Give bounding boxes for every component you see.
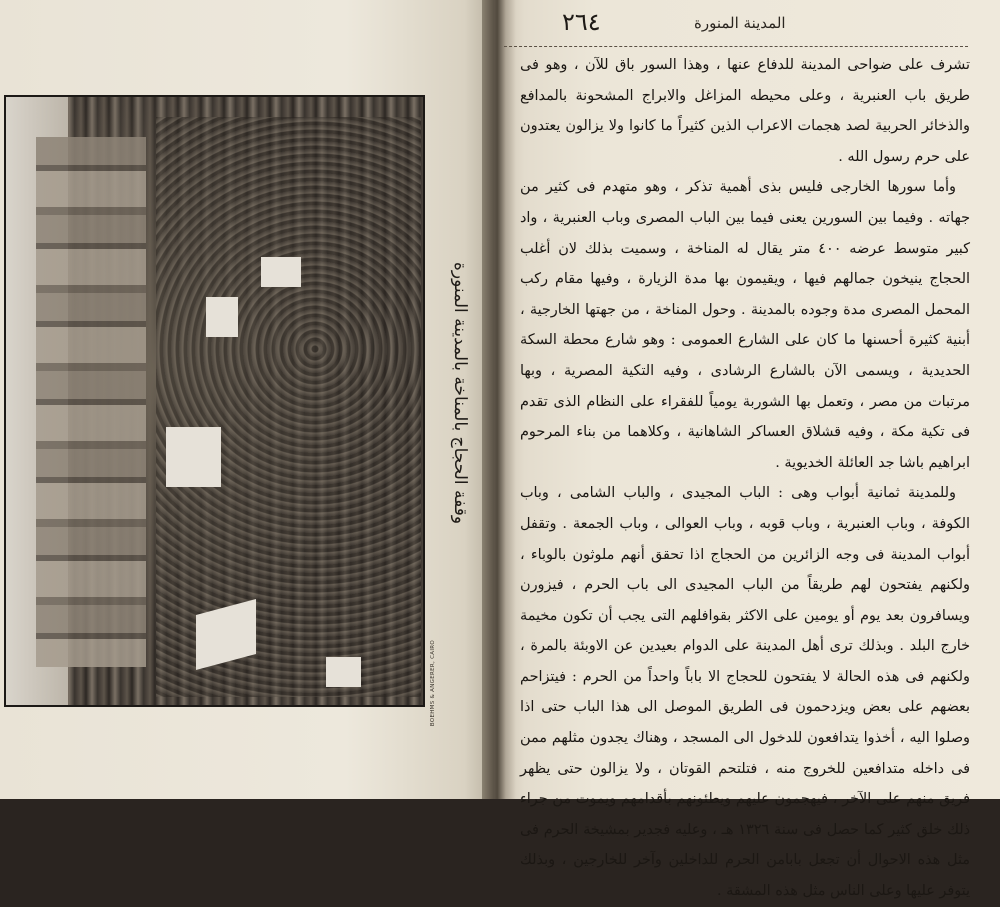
photo-tent [206, 297, 238, 337]
right-page [494, 0, 1000, 900]
book-gutter [482, 0, 516, 799]
plate-caption: وقفة الحجاج بالمناخة بالمدينة المنورة [450, 262, 470, 525]
paragraph: تشرف على ضواحى المدينة للدفاع عنها ، وهذا السور باق للآن ، وهو فى طريق باب العنبرية ، وعلى محيطه المزاغل والابراج المشحونة بالمدافع والذخائر الحربية لصد هجمات الاعراب الذين كثيراً ما كانوا ولا يزالون يعتدون على حرم رسول الله . [520, 57, 970, 165]
photo-credit: BOEHMS & ANGERER, CAIRO [430, 640, 436, 727]
photo-tent [326, 657, 361, 687]
photo-crowd [156, 117, 421, 697]
photo-tent [261, 257, 301, 287]
body-text [520, 50, 970, 907]
running-head [504, 6, 968, 47]
paragraph: وللمدينة ثمانية أبواب وهى : الباب المجيدى ، والباب الشامى ، وباب الكوفة ، وباب العنبرية ، وباب قوبه ، وباب العوالى ، وباب الجمعة . وتقفل أبواب المدينة فى وجه الزائرين من الحجاج اذا تحقق أنهم ملوثون بالوباء ، ولكنهم يفتحون لهم طريقاً من الباب المجيدى الى باب الحرم ، فيزورن ويسافرون بعد يوم أو يومين على الاكثر بقوافلهم التى يجب أن تكون مخيمة خارج البلد . وبذلك ترى أهل المدينة على الدوام بعيدين عن الاوبئة بالمرة ، ولكنهم فى هذه الحالة لا يفتحون للحجاج الا باباً واحداً من الحرم : فيتزاحم بعضهم على بعض ويزدحمون فى الطريق الموصل الى هذا الباب حتى اذا وصلوا اليه ، أخذوا يتدافعون للدخول الى المسجد ، وهناك يجدون مثلهم ممن فى داخله متدافعين للخروج منه ، فتلتحم القوتان ، ولا يزالون حتى يظهر فريق منهم على الآخر ، فيهجمون عليهم ويطئونهم بأقدامهم ويموت من جراء ذلك خلق كثير كما حصل فى سنة ١٣٢٦ هـ ، وعليه فجدير بمشيخة الحرم فى مثل هذه الاحوال أن تجعل بابامن الحرم للداخلين وآخر للخارجين ، وبذلك يتوفر عليها وعلى الناس مثل هذه المشقة . [520, 485, 970, 900]
photo-plate [4, 95, 425, 707]
left-page [0, 0, 494, 799]
photo-tent [166, 427, 221, 487]
paragraph: وأما سورها الخارجى فليس بذى أهمية تذكر ، وهو متهدم فى كثير من جهاته . وفيما بين السورين يعنى فيما بين الباب المصرى وباب العنبرية ، واد كبير متوسط عرضه ٤٠٠ متر يقال له المناخة ، وسميت بذلك لان أغلب الحجاج ينيخون جمالهم فيها ، ويقيمون بها مدة الزيارة ، وفيها مقام ركب المحمل المصرى مدة وجوده بالمدينة . وحول المناخة ، من جهتها الخارجية ، أبنية كثيرة أحسنها ما كان على الشارع العمومى : وهو شارع محطة السكة الحديدية ، ويسمى الآن بالشارع الرشادى ، وفيه التكية المصرية ، وبها مرتبات من مصر ، وتعمل بها الشوربة يومياً للفقراء على النظام الذى تقدم فى تكية مكة ، وفيه قشلاق العساكر الشاهانية ، وكلاهما من بناء المرحوم ابراهيم باشا جد العائلة الخديوية . [520, 179, 970, 471]
running-title: المدينة المنورة [694, 14, 786, 32]
photo-buildings [36, 137, 146, 667]
page-number: ٢٦٤ [562, 8, 601, 36]
